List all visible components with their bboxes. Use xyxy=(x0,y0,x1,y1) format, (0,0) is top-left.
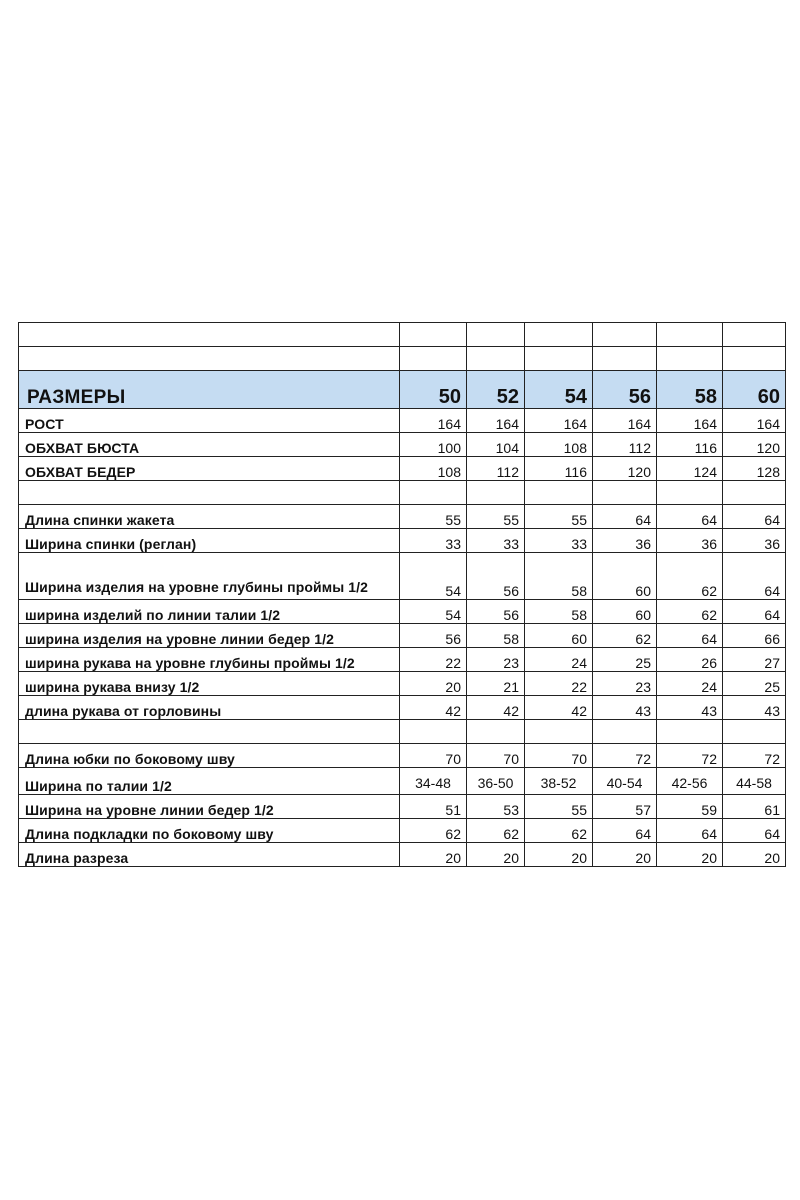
measurement-value: 58 xyxy=(467,624,525,648)
table-body xyxy=(19,323,786,867)
empty-row xyxy=(19,347,786,371)
measurement-value: 24 xyxy=(657,672,723,696)
measurement-label: Длина юбки по боковому шву xyxy=(19,744,400,768)
measurement-value: 20 xyxy=(467,843,525,867)
measurement-value: 42 xyxy=(467,696,525,720)
measurement-value: 62 xyxy=(593,624,657,648)
measurement-value: 36 xyxy=(593,529,657,553)
measurement-row xyxy=(19,505,786,529)
measurement-value: 62 xyxy=(525,819,593,843)
measurement-value: 22 xyxy=(400,648,467,672)
measurement-value: 55 xyxy=(525,505,593,529)
measurement-row xyxy=(19,529,786,553)
measurement-value: 66 xyxy=(723,624,786,648)
measurement-label: Ширина изделия на уровне глубины проймы 1/2 xyxy=(19,553,400,600)
measurement-value: 55 xyxy=(467,505,525,529)
measurement-value: 64 xyxy=(723,600,786,624)
measurement-value: 62 xyxy=(657,553,723,600)
measurement-row xyxy=(19,744,786,768)
measurement-value: 58 xyxy=(525,553,593,600)
measurement-label: ширина рукава внизу 1/2 xyxy=(19,672,400,696)
measurement-value: 20 xyxy=(525,843,593,867)
measurement-label: Ширина на уровне линии бедер 1/2 xyxy=(19,795,400,819)
measurement-value: 54 xyxy=(400,600,467,624)
measurement-label: РОСТ xyxy=(19,409,400,433)
sizes-header-row xyxy=(19,371,786,409)
measurement-value: 43 xyxy=(657,696,723,720)
measurement-row xyxy=(19,819,786,843)
measurement-label: Длина спинки жакета xyxy=(19,505,400,529)
measurement-label: ширина изделий по линии талии 1/2 xyxy=(19,600,400,624)
measurement-value: 20 xyxy=(400,843,467,867)
measurement-value: 112 xyxy=(593,433,657,457)
measurement-value: 164 xyxy=(657,409,723,433)
measurement-value: 44-58 xyxy=(723,768,786,795)
size-header: 58 xyxy=(657,371,723,409)
measurement-row xyxy=(19,672,786,696)
measurement-value: 53 xyxy=(467,795,525,819)
measurement-value: 25 xyxy=(723,672,786,696)
measurement-value: 21 xyxy=(467,672,525,696)
measurement-value: 62 xyxy=(400,819,467,843)
measurement-value: 64 xyxy=(657,624,723,648)
measurement-value: 60 xyxy=(593,600,657,624)
measurement-value: 70 xyxy=(525,744,593,768)
measurement-value: 164 xyxy=(525,409,593,433)
measurement-value: 60 xyxy=(525,624,593,648)
measurement-value: 43 xyxy=(723,696,786,720)
measurement-value: 36 xyxy=(723,529,786,553)
measurement-row xyxy=(19,648,786,672)
measurement-value: 64 xyxy=(657,505,723,529)
measurement-value: 108 xyxy=(400,457,467,481)
measurement-value: 42 xyxy=(400,696,467,720)
measurement-label: Ширина по талии 1/2 xyxy=(19,768,400,795)
measurement-value: 120 xyxy=(723,433,786,457)
measurement-value: 23 xyxy=(467,648,525,672)
measurement-value: 72 xyxy=(657,744,723,768)
measurement-value: 34-48 xyxy=(400,768,467,795)
measurement-row xyxy=(19,843,786,867)
measurement-value: 70 xyxy=(467,744,525,768)
measurement-value: 164 xyxy=(400,409,467,433)
measurement-value: 20 xyxy=(400,672,467,696)
measurement-label: ширина изделия на уровне линии бедер 1/2 xyxy=(19,624,400,648)
measurement-value: 56 xyxy=(467,553,525,600)
measurement-value: 60 xyxy=(593,553,657,600)
measurement-value: 55 xyxy=(400,505,467,529)
measurement-row xyxy=(19,553,786,600)
measurement-value: 116 xyxy=(657,433,723,457)
measurement-row xyxy=(19,600,786,624)
measurement-value: 23 xyxy=(593,672,657,696)
measurement-value: 54 xyxy=(400,553,467,600)
measurement-value: 108 xyxy=(525,433,593,457)
measurement-value: 116 xyxy=(525,457,593,481)
measurement-label: Ширина спинки (реглан) xyxy=(19,529,400,553)
empty-row xyxy=(19,481,786,505)
size-header: 54 xyxy=(525,371,593,409)
measurement-value: 20 xyxy=(593,843,657,867)
measurement-label: ОБХВАТ БЮСТА xyxy=(19,433,400,457)
measurement-value: 25 xyxy=(593,648,657,672)
measurement-value: 56 xyxy=(400,624,467,648)
measurement-value: 20 xyxy=(723,843,786,867)
measurement-value: 72 xyxy=(593,744,657,768)
measurement-value: 36 xyxy=(657,529,723,553)
empty-row xyxy=(19,720,786,744)
size-header: 56 xyxy=(593,371,657,409)
measurement-value: 64 xyxy=(657,819,723,843)
measurement-value: 64 xyxy=(723,819,786,843)
measurement-row xyxy=(19,433,786,457)
measurement-value: 164 xyxy=(723,409,786,433)
measurement-value: 164 xyxy=(467,409,525,433)
measurement-value: 24 xyxy=(525,648,593,672)
size-table xyxy=(18,322,786,867)
measurement-value: 112 xyxy=(467,457,525,481)
measurement-value: 128 xyxy=(723,457,786,481)
measurement-value: 33 xyxy=(525,529,593,553)
measurement-value: 64 xyxy=(723,553,786,600)
measurement-value: 26 xyxy=(657,648,723,672)
measurement-row xyxy=(19,768,786,795)
measurement-value: 64 xyxy=(593,505,657,529)
size-header: 60 xyxy=(723,371,786,409)
measurement-value: 64 xyxy=(593,819,657,843)
measurement-row xyxy=(19,624,786,648)
measurement-label: длина рукава от горловины xyxy=(19,696,400,720)
measurement-value: 58 xyxy=(525,600,593,624)
measurement-value: 56 xyxy=(467,600,525,624)
size-header: 52 xyxy=(467,371,525,409)
measurement-value: 164 xyxy=(593,409,657,433)
measurement-value: 22 xyxy=(525,672,593,696)
measurement-value: 33 xyxy=(467,529,525,553)
measurement-value: 104 xyxy=(467,433,525,457)
measurement-value: 36-50 xyxy=(467,768,525,795)
measurement-value: 20 xyxy=(657,843,723,867)
measurement-value: 38-52 xyxy=(525,768,593,795)
measurement-value: 42-56 xyxy=(657,768,723,795)
measurement-label: ОБХВАТ БЕДЕР xyxy=(19,457,400,481)
measurement-value: 70 xyxy=(400,744,467,768)
measurement-value: 40-54 xyxy=(593,768,657,795)
measurement-value: 57 xyxy=(593,795,657,819)
measurement-value: 62 xyxy=(657,600,723,624)
measurement-value: 124 xyxy=(657,457,723,481)
measurement-value: 59 xyxy=(657,795,723,819)
measurement-value: 120 xyxy=(593,457,657,481)
measurement-label: Длина разреза xyxy=(19,843,400,867)
measurement-value: 61 xyxy=(723,795,786,819)
measurement-row xyxy=(19,409,786,433)
measurement-label: ширина рукава на уровне глубины проймы 1/2 xyxy=(19,648,400,672)
measurement-value: 42 xyxy=(525,696,593,720)
sizes-header-label: РАЗМЕРЫ xyxy=(19,371,400,409)
measurement-value: 33 xyxy=(400,529,467,553)
size-header: 50 xyxy=(400,371,467,409)
measurement-row xyxy=(19,457,786,481)
measurement-value: 62 xyxy=(467,819,525,843)
measurement-value: 27 xyxy=(723,648,786,672)
measurement-value: 43 xyxy=(593,696,657,720)
size-chart xyxy=(18,322,785,867)
measurement-row xyxy=(19,795,786,819)
measurement-label: Длина подкладки по боковому шву xyxy=(19,819,400,843)
measurement-value: 100 xyxy=(400,433,467,457)
measurement-value: 51 xyxy=(400,795,467,819)
measurement-row xyxy=(19,696,786,720)
measurement-value: 72 xyxy=(723,744,786,768)
measurement-value: 55 xyxy=(525,795,593,819)
measurement-value: 64 xyxy=(723,505,786,529)
empty-row xyxy=(19,323,786,347)
